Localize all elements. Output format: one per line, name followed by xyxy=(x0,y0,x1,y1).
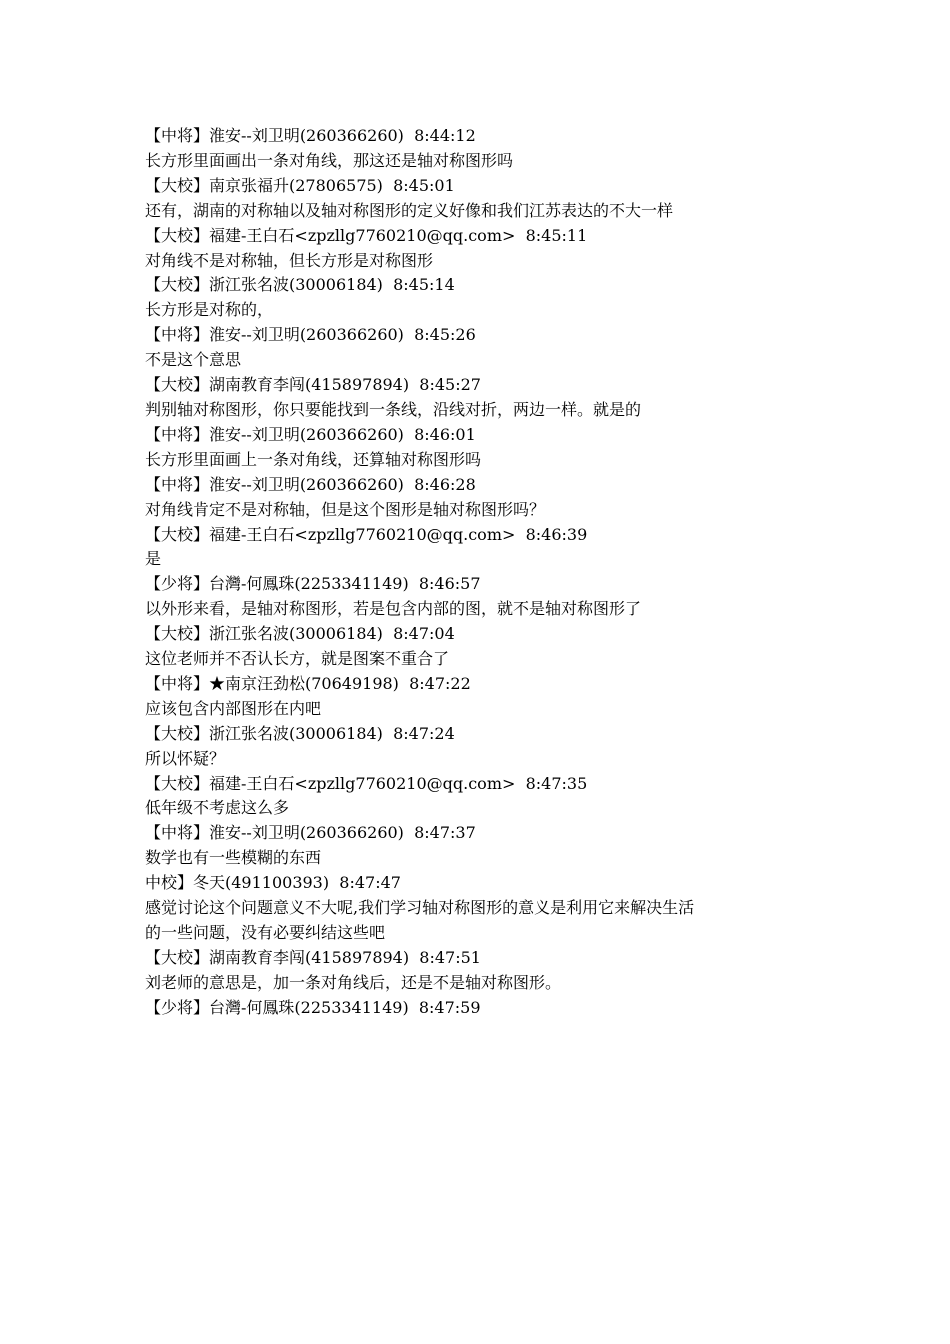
message-body: 还有，湖南的对称轴以及轴对称图形的定义好像和我们江苏表达的不大一样 xyxy=(145,200,674,220)
message-body: 这位老师并不否认长方，就是图案不重合了 xyxy=(145,649,450,669)
message-body: 应该包含内部图形在内吧 xyxy=(145,698,322,718)
message-header: 【中将】淮安--刘卫明(260366260) 8:45:26 xyxy=(145,325,476,345)
message-header: 【少将】台灣-何鳳珠(2253341149) 8:47:59 xyxy=(145,997,481,1017)
message-body: 数学也有一些模糊的东西 xyxy=(145,848,322,868)
message-header: 【少将】台灣-何鳳珠(2253341149) 8:46:57 xyxy=(145,574,481,594)
message-body: 以外形来看，是轴对称图形，若是包含内部的图，就不是轴对称图形了 xyxy=(145,599,642,619)
message-header: 【大校】南京张福升(27806575) 8:45:01 xyxy=(145,175,455,195)
message-body: 判别轴对称图形，你只要能找到一条线，沿线对折，两边一样。就是的 xyxy=(145,399,642,419)
message-body: 长方形里面画上一条对角线，还算轴对称图形吗 xyxy=(145,449,482,469)
chat-log-document xyxy=(145,124,825,1021)
message-body: 刘老师的意思是，加一条对角线后，还是不是轴对称图形。 xyxy=(145,972,562,992)
message-body: 所以怀疑？ xyxy=(145,748,226,768)
message-header: 【中将】淮安--刘卫明(260366260) 8:47:37 xyxy=(145,823,476,843)
message-header: 中校】冬天(491100393) 8:47:47 xyxy=(145,873,401,893)
message-header: 【大校】福建-王白石<zpzllg7760210@qq.com> 8:45:11 xyxy=(145,225,588,245)
message-body: 长方形里面画出一条对角线，那这还是轴对称图形吗 xyxy=(145,150,514,170)
message-body: 感觉讨论这个问题意义不大呢,我们学习轴对称图形的意义是利用它来解决生活 xyxy=(145,898,695,918)
message-body: 是 xyxy=(145,549,162,569)
message-body-continuation: 的一些问题，没有必要纠结这些吧 xyxy=(145,923,386,942)
message-header: 【大校】浙江张名波(30006184) 8:45:14 xyxy=(145,275,455,295)
message-body: 对角线肯定不是对称轴，但是这个图形是轴对称图形吗？ xyxy=(145,499,546,519)
message-header: 【大校】浙江张名波(30006184) 8:47:24 xyxy=(145,723,455,743)
message-body: 对角线不是对称轴，但长方形是对称图形 xyxy=(145,250,434,270)
message-header: 【大校】湖南教育李闯(415897894) 8:45:27 xyxy=(145,375,481,395)
message-header: 【中将】淮安--刘卫明(260366260) 8:44:12 xyxy=(145,126,476,145)
message-header: 【大校】浙江张名波(30006184) 8:47:04 xyxy=(145,624,455,644)
message-header: 【大校】福建-王白石<zpzllg7760210@qq.com> 8:46:39 xyxy=(145,524,588,544)
message-body: 长方形是对称的， xyxy=(145,300,274,320)
message-header: 【大校】湖南教育李闯(415897894) 8:47:51 xyxy=(145,947,481,967)
message-header: 【中将】淮安--刘卫明(260366260) 8:46:28 xyxy=(145,474,476,494)
message-header: 【中将】★南京汪劲松(70649198) 8:47:22 xyxy=(145,673,471,693)
message-body: 不是这个意思 xyxy=(145,350,242,370)
message-header: 【中将】淮安--刘卫明(260366260) 8:46:01 xyxy=(145,424,476,444)
message-header: 【大校】福建-王白石<zpzllg7760210@qq.com> 8:47:35 xyxy=(145,773,588,793)
message-body: 低年级不考虑这么多 xyxy=(145,798,290,818)
